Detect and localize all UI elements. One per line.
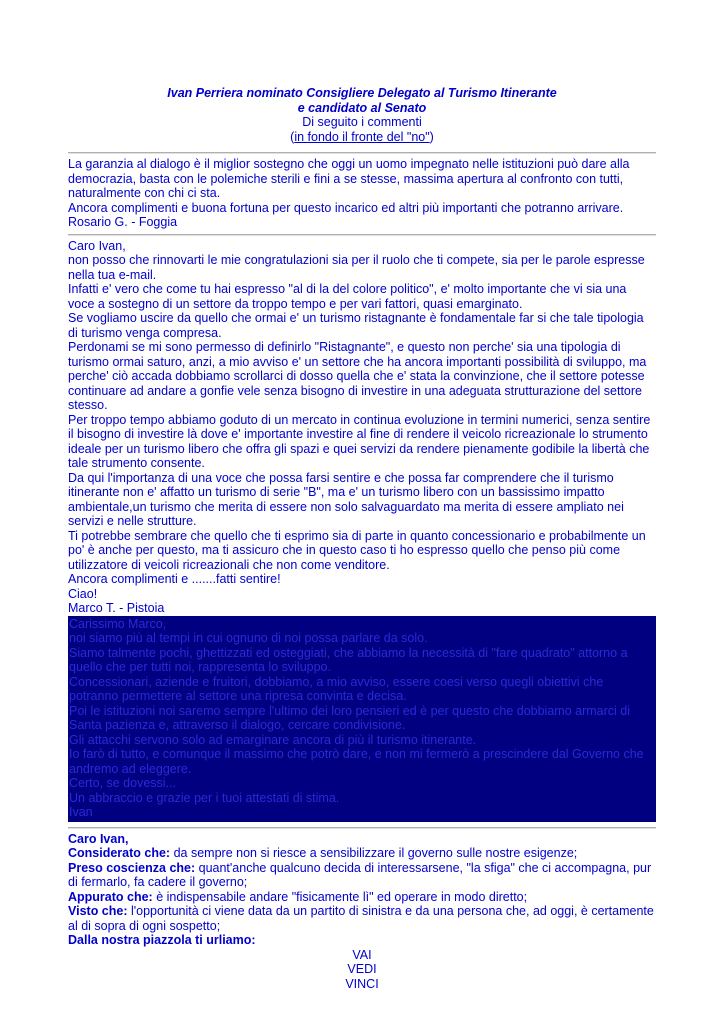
comment-paragraph: non posso che rinnovarti le mie congratulazioni sia per il ruolo che ti compete, sia per le parole espresse nella tua e-mail.	[68, 253, 645, 282]
comment-paragraph: Da qui l'importanza di una voce che possa farsi sentire e che possa far comprendere che il turismo itinerante non e' affatto un turismo di serie "B", ma e' un turismo libero con un bassissimo impatto ambientale,un turismo che merita di essere non solo salvaguardato ma merita di essere ampliato nei servizi e nelle strutture.	[68, 470, 624, 528]
comment-paragraph: Ancora complimenti e buona fortuna per questo incarico ed altri più importanti che potranno arrivare.	[68, 200, 624, 215]
reason-text: quant'anche qualcuno decida di interessarsene, "la sfiga" che ci accompagna, pur di fermarlo, fa cadere il governo;	[68, 860, 652, 889]
reply-paragraph: noi siamo più al tempi in cui ognuno di noi possa parlare da solo.	[69, 631, 428, 645]
comment-paragraph: Per troppo tempo abbiamo goduto di un mercato in continua evoluzione in termini numerici, senza sentire il bisogno di investire là dove e' importante investire al fine di rendere il veicolo ricreazionale lo strumento ideale per un turismo libero che offra gli spazi e quei servizi da rendere pienamente godibile la libertà che tale strumento consente.	[68, 412, 651, 470]
reason-item	[68, 890, 656, 905]
comment-paragraph: Ancora complimenti e .......fatti sentire!	[68, 572, 281, 586]
page-title-line-2: e candidato al Senato	[297, 100, 427, 115]
reply-paragraph: Gli attacchi servono solo ad emarginare ancora di più il turismo itinerante.	[69, 732, 477, 747]
reply-paragraph: Certo, se dovessi...	[69, 776, 176, 790]
reply-paragraph: Concessionari, aziende e fruitori, dobbiamo, a mio avviso, essere coesi verso quegli obiettivi che potranno permettere al settore una ripresa convinta e decisa.	[69, 674, 604, 703]
comment-signature: Marco T. - Pistoia	[68, 601, 165, 615]
reason-item	[68, 846, 656, 861]
comment-signature: Rosario G. - Foggia	[68, 215, 178, 229]
reply-paragraph: Siamo talmente pochi, ghettizzati ed osteggiati, che abbiamo la necessità di "fare quadrato" attorno a quello che per tutti noi, rappresenta lo sviluppo.	[69, 645, 628, 674]
header	[68, 86, 656, 144]
motto-word: VAI	[352, 947, 372, 962]
document-page	[68, 86, 656, 991]
no-front-line	[68, 130, 656, 145]
reply-signature: Ivan	[69, 805, 93, 819]
reason-label: Visto che:	[68, 904, 128, 918]
comment-paragraph: La garanzia al dialogo è il miglior sostegno che oggi un uomo impegnato nelle istituzioni può dare alla democrazia, basta con le polemiche sterili e fini a se stesse, massima apertura al confronto con tutti, naturalmente con chi ci sta.	[68, 157, 630, 200]
reason-text: è indispensabile andare "fisicamente lì" ed operare in modo diretto;	[152, 889, 528, 904]
reason-label: Considerato che:	[68, 846, 171, 860]
reply-paragraph: Poi le istituzioni noi saremo sempre l'ultimo dei loro pensieri ed è per questo che dobbiamo armarci di Santa pazienza e, attraverso il dialogo, cercare condivisione.	[69, 703, 630, 732]
page-title-line-1: Ivan Perriera nominato Consigliere Delegato al Turismo Itinerante	[167, 86, 557, 100]
comment-paragraph: Se vogliamo uscire da quello che ormai e' un turismo ristagnante è fondamentale far si che tale tipologia di turismo venga compresa.	[68, 311, 644, 340]
comment-greeting: Caro Ivan,	[68, 238, 126, 253]
reply-greeting: Carissimo Marco,	[69, 616, 167, 631]
ivan-reply-box	[68, 616, 656, 822]
reply-paragraph: Un abbraccio e grazie per i tuoi attestati di stima.	[69, 790, 340, 805]
motto	[68, 948, 656, 992]
reason-label: Preso coscienza che:	[68, 860, 196, 875]
reply-paragraph: Io farò di tutto, e comunque il massimo che potrò dare, e non mi fermerò a prescindere dal Governo che andremo ad eleggere.	[69, 747, 644, 776]
comment-paragraph: Ti potrebbe sembrare che quello che ti esprimo sia di parte in quanto concessionario e probabilmente un po' è anche per questo, ma ti assicuro che in questo caso ti ho espresso quello che penso più come utilizzatore di veicoli ricreazionali che non come venditore.	[68, 528, 646, 572]
reason-label: Appurato che:	[68, 889, 153, 904]
comment-rosario	[68, 157, 656, 230]
closing-line: Dalla nostra piazzola ti urliamo:	[68, 933, 256, 947]
comment-paragraph: Ciao!	[68, 586, 98, 601]
reason-text: l'opportunità ci viene data da un partito di sinistra e da una persona che, ad oggi, è certamente al di sopra di ogni sospetto;	[68, 904, 654, 933]
reason-item	[68, 861, 656, 890]
no-front-link[interactable]: in fondo il fronte del "no"	[294, 129, 430, 144]
comment-piazzola	[68, 832, 656, 948]
reason-text: da sempre non si riesce a sensibilizzare il governo sulle nostre esigenze;	[170, 846, 578, 860]
comment-paragraph: Infatti e' vero che come tu hai espresso "al di la del colore politico", e' molto importante che vi sia una voce a sostegno di un settore da troppo tempo e per vari fattori, quasi emarginato.	[68, 282, 627, 311]
paren-close: )	[429, 129, 434, 144]
comment-paragraph: Perdonami se mi sono permesso di definirlo "Ristagnante", e questo non perche' sia una tipologia di turismo ormai saturo, anzi, a mio avviso e' un settore che ha ancora importanti possibilità di sviluppo, ma perche' ciò accada dobbiamo scrollarci di dosso quella che e' stata la convinzione, che il settore potesse continuare ad andare a gonfie vele senza bisogno di investire in una adeguata strutturazione del settore stesso.	[68, 340, 647, 412]
motto-word: VINCI	[345, 976, 379, 991]
reason-item	[68, 904, 656, 933]
motto-word: VEDI	[347, 962, 377, 976]
comment-marco	[68, 239, 656, 616]
comment-greeting: Caro Ivan,	[68, 831, 129, 846]
comments-subtitle: Di seguito i commenti	[302, 115, 422, 129]
paren-open: (	[290, 129, 295, 144]
